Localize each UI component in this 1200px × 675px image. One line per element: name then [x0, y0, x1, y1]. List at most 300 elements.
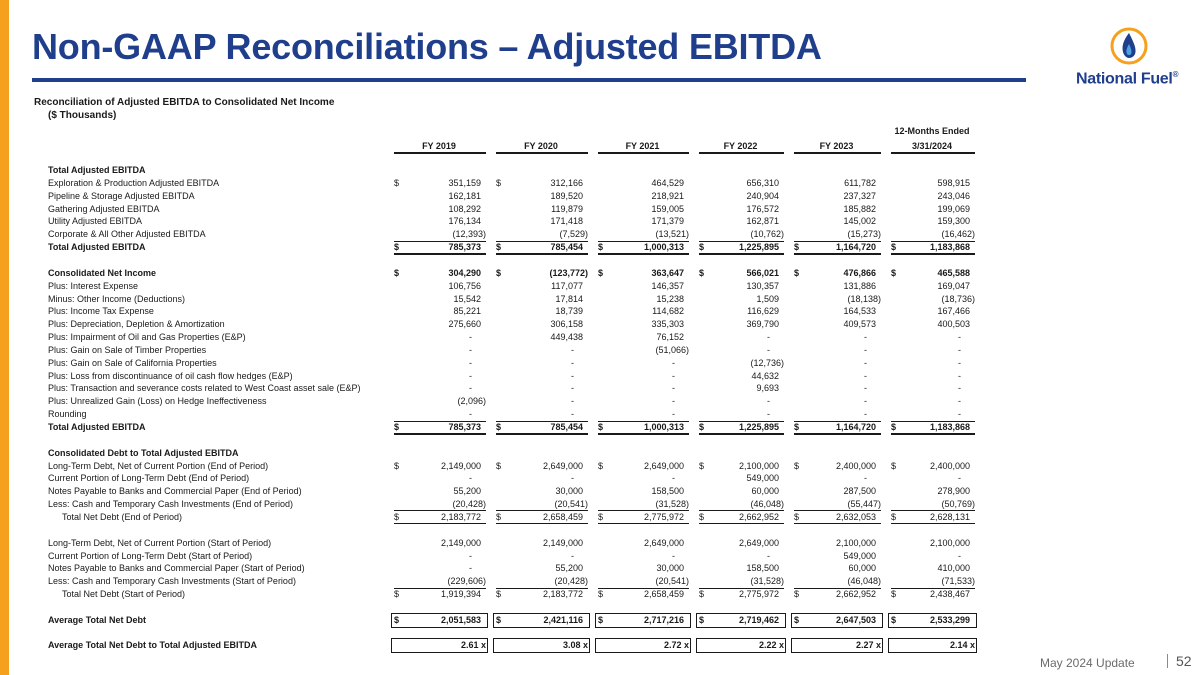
table-row	[0, 382, 1200, 395]
table-cell	[390, 524, 488, 537]
cell-value: 549,000	[746, 473, 779, 484]
row-label: Plus: Unrealized Gain (Loss) on Hedge Ineffectiveness	[48, 396, 267, 407]
table-cell	[695, 228, 786, 241]
boxed-cell-border	[888, 638, 977, 653]
table-cell	[695, 395, 786, 408]
table-cell	[594, 344, 691, 357]
table-cell	[887, 524, 977, 537]
table-cell	[887, 293, 977, 306]
row-label: Long-Term Debt, Net of Current Portion (End of Period)	[48, 460, 269, 471]
subtotal-rule	[794, 421, 881, 422]
dollar-sign: $	[699, 511, 705, 522]
table-row	[0, 421, 1200, 434]
table-cell	[492, 318, 590, 331]
cell-value: 1,000,313	[643, 422, 684, 432]
table-cell	[390, 421, 488, 434]
column-header: FY 2022	[723, 141, 758, 151]
dollar-sign: $	[394, 614, 400, 625]
subtotal-rule	[496, 588, 588, 589]
table-cell	[390, 639, 488, 652]
table-cell	[390, 460, 488, 473]
dollar-sign: $	[394, 511, 400, 522]
dollar-sign: $	[891, 460, 897, 471]
table-cell	[492, 575, 590, 588]
cell-value: 106,756	[448, 280, 481, 291]
cell-value: 465,588	[937, 267, 970, 278]
table-cell	[695, 408, 786, 421]
cell-value: 1,509	[756, 293, 779, 304]
cell-value: 2,100,000	[738, 460, 779, 471]
table-cell	[695, 472, 786, 485]
cell-value: -	[958, 396, 961, 407]
cell-value: (50,769)	[941, 499, 975, 510]
table-row	[0, 575, 1200, 588]
table-cell	[790, 190, 883, 203]
cell-value: -	[767, 332, 770, 343]
table-cell	[887, 460, 977, 473]
dollar-sign: $	[598, 614, 604, 625]
cell-value: -	[767, 409, 770, 420]
cell-value: (71,533)	[941, 576, 975, 587]
cell-value: -	[672, 370, 675, 381]
cell-value: 2,632,053	[835, 511, 876, 522]
dollar-sign: $	[794, 511, 800, 522]
cell-value: 611,782	[844, 177, 876, 188]
boxed-cell-border	[493, 638, 590, 653]
table-cell	[790, 524, 883, 537]
cell-value: 60,000	[751, 486, 779, 497]
table-row	[0, 190, 1200, 203]
table-cell	[695, 357, 786, 370]
table-row	[0, 370, 1200, 383]
cell-value: -	[767, 550, 770, 561]
row-label: Gathering Adjusted EBITDA	[48, 203, 160, 214]
row-label: Plus: Impairment of Oil and Gas Properties (E&P)	[48, 332, 246, 343]
cell-value: (13,521)	[655, 229, 689, 240]
table-cell	[492, 228, 590, 241]
dollar-sign: $	[794, 422, 800, 432]
cell-value: -	[958, 550, 961, 561]
dollar-sign: $	[699, 460, 705, 471]
boxed-cell-border	[595, 613, 691, 628]
table-cell	[390, 331, 488, 344]
cell-value: 1,919,394	[440, 589, 481, 600]
table-row	[0, 639, 1200, 652]
table-cell	[390, 305, 488, 318]
table-cell	[790, 370, 883, 383]
table-cell	[695, 421, 786, 434]
table-cell	[887, 241, 977, 254]
cell-value: -	[469, 563, 472, 574]
header-underline	[891, 152, 975, 154]
row-label: Exploration & Production Adjusted EBITDA	[48, 177, 220, 188]
table-cell	[887, 511, 977, 524]
cell-value: -	[864, 396, 867, 407]
cell-value: 2,775,972	[738, 589, 779, 600]
table-cell	[492, 267, 590, 280]
table-cell	[390, 357, 488, 370]
dollar-sign: $	[891, 511, 897, 522]
table-cell	[887, 408, 977, 421]
table-cell	[492, 562, 590, 575]
cell-value: -	[672, 473, 675, 484]
dollar-sign: $	[394, 267, 400, 278]
table-cell	[492, 382, 590, 395]
dollar-sign: $	[496, 460, 502, 471]
subtotal-rule	[794, 588, 881, 589]
table-cell	[492, 421, 590, 434]
cell-value: 131,886	[843, 280, 876, 291]
cell-value: 2,647,503	[835, 614, 876, 625]
table-row	[0, 511, 1200, 524]
dollar-sign: $	[496, 422, 502, 432]
dollar-sign: $	[699, 242, 705, 253]
cell-value: 167,466	[937, 306, 970, 317]
subtotal-rule	[394, 588, 486, 589]
table-cell	[790, 357, 883, 370]
cell-value: 218,921	[651, 190, 684, 201]
column-header: FY 2019	[422, 141, 456, 151]
table-cell	[390, 408, 488, 421]
table-cell	[492, 511, 590, 524]
table-row	[0, 357, 1200, 370]
table-row	[0, 267, 1200, 280]
subtotal-rule	[699, 510, 784, 511]
cell-value: -	[864, 370, 867, 381]
table-cell	[790, 331, 883, 344]
dollar-sign: $	[794, 589, 800, 600]
table-row	[0, 562, 1200, 575]
cell-value: 2,662,952	[835, 589, 876, 600]
cell-value: (20,541)	[655, 576, 689, 587]
cell-value: 146,357	[651, 280, 684, 291]
table-row	[0, 550, 1200, 563]
table-units: ($ Thousands)	[48, 110, 117, 121]
table-row	[0, 588, 1200, 601]
table-cell	[790, 472, 883, 485]
header-underline	[699, 152, 784, 154]
cell-value: 1,225,895	[738, 242, 779, 253]
cell-value: 400,503	[937, 319, 970, 330]
footer-separator	[1167, 654, 1168, 668]
table-cell	[390, 498, 488, 511]
table-cell	[695, 460, 786, 473]
row-label: Plus: Income Tax Expense	[48, 306, 154, 317]
table-cell	[390, 280, 488, 293]
row-label: Plus: Gain on Sale of Timber Properties	[48, 344, 207, 355]
table-row	[0, 472, 1200, 485]
table-cell	[887, 318, 977, 331]
table-cell	[790, 498, 883, 511]
cell-value: 18,739	[555, 306, 583, 317]
cell-value: 2,149,000	[542, 537, 583, 548]
column-header: FY 2023	[819, 141, 854, 151]
cell-value: (7,529)	[559, 229, 588, 240]
table-cell	[695, 562, 786, 575]
cell-value: 464,529	[651, 177, 684, 188]
cell-value: 2,100,000	[929, 537, 970, 548]
cell-value: 108,292	[448, 203, 481, 214]
table-cell	[887, 164, 977, 177]
table-cell	[695, 511, 786, 524]
table-cell	[695, 382, 786, 395]
table-cell	[790, 562, 883, 575]
table-cell	[887, 357, 977, 370]
row-label: Plus: Transaction and severance costs related to West Coast asset sale (E&P)	[48, 383, 361, 394]
table-cell	[492, 370, 590, 383]
cell-value: 2.14 x	[949, 640, 975, 651]
cell-value: 785,373	[448, 242, 481, 253]
dollar-sign: $	[598, 511, 604, 522]
end-debt-rule	[496, 523, 588, 524]
table-cell	[887, 382, 977, 395]
title-divider	[32, 78, 1026, 82]
table-cell	[492, 588, 590, 601]
subtotal-rule	[891, 421, 975, 422]
table-cell	[887, 614, 977, 627]
cell-value: -	[672, 396, 675, 407]
boxed-cell-border	[696, 613, 786, 628]
cell-value: -	[864, 357, 867, 368]
dollar-sign: $	[794, 242, 800, 253]
subtotal-rule	[794, 510, 881, 511]
cell-value: -	[864, 409, 867, 420]
table-row	[0, 614, 1200, 627]
table-row	[0, 241, 1200, 254]
cell-value: 164,533	[843, 306, 876, 317]
table-cell	[390, 370, 488, 383]
table-cell	[492, 614, 590, 627]
table-cell	[887, 177, 977, 190]
cell-value: 2,658,459	[643, 589, 684, 600]
dollar-sign: $	[394, 242, 400, 253]
cell-value: 158,500	[651, 486, 684, 497]
cell-value: 15,238	[656, 293, 684, 304]
table-cell	[492, 203, 590, 216]
cell-value: 287,500	[843, 486, 876, 497]
cell-value: 2,628,131	[929, 511, 970, 522]
table-cell	[492, 485, 590, 498]
cell-value: 785,454	[550, 422, 583, 432]
table-cell	[390, 215, 488, 228]
table-cell	[887, 434, 977, 447]
table-cell	[887, 447, 977, 460]
table-cell	[492, 447, 590, 460]
cell-value: -	[864, 383, 867, 394]
cell-value: -	[571, 357, 574, 368]
cell-value: -	[958, 383, 961, 394]
table-row	[0, 627, 1200, 640]
row-label: Plus: Depreciation, Depletion & Amortization	[48, 319, 225, 330]
cell-value: (18,736)	[941, 293, 975, 304]
dollar-sign: $	[394, 589, 400, 600]
dollar-sign: $	[699, 267, 705, 278]
table-cell	[594, 639, 691, 652]
cell-value: (18,138)	[847, 293, 881, 304]
table-cell	[790, 537, 883, 550]
accent-bar	[0, 0, 9, 675]
cell-value: 2,649,000	[542, 460, 583, 471]
dollar-sign: $	[496, 589, 502, 600]
cell-value: 1,225,895	[738, 422, 779, 432]
table-cell	[594, 370, 691, 383]
table-cell	[594, 215, 691, 228]
cell-value: -	[571, 383, 574, 394]
cell-value: 449,438	[550, 332, 583, 343]
table-row	[0, 395, 1200, 408]
table-cell	[695, 280, 786, 293]
cell-value: 55,200	[453, 486, 481, 497]
table-cell	[390, 588, 488, 601]
page-number: 52	[1176, 653, 1192, 669]
cell-value: 2,100,000	[835, 537, 876, 548]
table-row	[0, 331, 1200, 344]
cell-value: (12,736)	[750, 357, 784, 368]
table-cell	[790, 382, 883, 395]
cell-value: 162,181	[448, 190, 481, 201]
table-row	[0, 228, 1200, 241]
subtotal-rule	[394, 241, 486, 242]
subtotal-rule	[891, 510, 975, 511]
table-cell	[887, 601, 977, 614]
table-cell	[594, 421, 691, 434]
table-cell	[695, 267, 786, 280]
row-label: Average Total Net Debt to Total Adjusted EBITDA	[48, 640, 258, 651]
cell-value: -	[571, 370, 574, 381]
cell-value: 185,882	[843, 203, 876, 214]
table-cell	[887, 639, 977, 652]
table-cell	[887, 562, 977, 575]
cell-value: 119,879	[551, 203, 583, 214]
cell-value: 549,000	[843, 550, 876, 561]
row-label: Minus: Other Income (Deductions)	[48, 293, 186, 304]
table-cell	[790, 305, 883, 318]
table-cell	[695, 550, 786, 563]
cell-value: 171,379	[651, 216, 684, 227]
cell-value: 237,327	[843, 190, 876, 201]
cell-value: 9,693	[756, 383, 779, 394]
cell-value: 243,046	[937, 190, 970, 201]
table-cell	[594, 203, 691, 216]
table-cell	[492, 357, 590, 370]
row-label: Plus: Interest Expense	[48, 280, 139, 291]
dollar-sign: $	[598, 267, 604, 278]
header-underline	[598, 152, 689, 154]
cell-value: -	[767, 396, 770, 407]
table-cell	[695, 190, 786, 203]
total-rule	[496, 433, 588, 435]
cell-value: 2,649,000	[643, 537, 684, 548]
cell-value: 2,149,000	[440, 537, 481, 548]
subtotal-rule	[496, 241, 588, 242]
subtotal-rule	[598, 588, 689, 589]
cell-value: 171,418	[550, 216, 583, 227]
table-cell	[790, 447, 883, 460]
total-rule	[794, 433, 881, 435]
table-cell	[695, 344, 786, 357]
cell-value: -	[958, 473, 961, 484]
footer-update-label: May 2024 Update	[1040, 656, 1135, 670]
table-cell	[790, 550, 883, 563]
table-cell	[390, 395, 488, 408]
total-rule	[496, 253, 588, 255]
table-cell	[492, 280, 590, 293]
total-rule	[891, 433, 975, 435]
table-cell	[887, 215, 977, 228]
subtotal-rule	[699, 241, 784, 242]
table-row	[0, 524, 1200, 537]
table-cell	[887, 537, 977, 550]
table-cell	[594, 472, 691, 485]
table-cell	[790, 395, 883, 408]
table-cell	[492, 215, 590, 228]
table-cell	[492, 344, 590, 357]
cell-value: -	[767, 344, 770, 355]
table-cell	[492, 408, 590, 421]
table-cell	[594, 434, 691, 447]
row-label: Consolidated Debt to Total Adjusted EBITDA	[48, 447, 239, 458]
cell-value: 2,400,000	[929, 460, 970, 471]
row-label: Plus: Gain on Sale of California Properties	[48, 357, 217, 368]
cell-value: 2.61 x	[460, 640, 486, 651]
table-cell	[695, 447, 786, 460]
dollar-sign: $	[496, 267, 502, 278]
table-cell	[594, 562, 691, 575]
table-cell	[790, 614, 883, 627]
table-cell	[492, 472, 590, 485]
table-cell	[390, 382, 488, 395]
table-cell	[390, 575, 488, 588]
table-cell	[790, 344, 883, 357]
table-cell	[790, 164, 883, 177]
table-cell	[695, 498, 786, 511]
table-cell	[594, 627, 691, 640]
table-cell	[790, 627, 883, 640]
table-row	[0, 601, 1200, 614]
cell-value: -	[864, 344, 867, 355]
row-label: Less: Cash and Temporary Cash Investments (Start of Period)	[48, 576, 296, 587]
table-row	[0, 164, 1200, 177]
end-debt-rule	[598, 523, 689, 524]
table-cell	[594, 550, 691, 563]
cell-value: (31,528)	[655, 499, 689, 510]
row-label: Pipeline & Storage Adjusted EBITDA	[48, 190, 195, 201]
subtotal-rule	[394, 510, 486, 511]
cell-value: 2,658,459	[542, 511, 583, 522]
column-header: FY 2021	[625, 141, 660, 151]
end-debt-rule	[394, 523, 486, 524]
table-cell	[492, 254, 590, 267]
boxed-cell-border	[888, 613, 977, 628]
boxed-cell-border	[791, 613, 883, 628]
cell-value: -	[958, 344, 961, 355]
table-row	[0, 434, 1200, 447]
boxed-cell-border	[391, 638, 488, 653]
subtotal-rule	[394, 421, 486, 422]
table-row	[0, 485, 1200, 498]
flame-icon	[1109, 26, 1149, 66]
table-cell	[594, 460, 691, 473]
cell-value: 1,164,720	[835, 422, 876, 432]
dollar-sign: $	[794, 460, 800, 471]
table-cell	[594, 575, 691, 588]
table-cell	[695, 524, 786, 537]
dollar-sign: $	[394, 460, 400, 471]
table-cell	[390, 550, 488, 563]
dollar-sign: $	[394, 422, 400, 432]
column-header: 3/31/2024	[911, 141, 953, 151]
cell-value: (46,048)	[750, 499, 784, 510]
